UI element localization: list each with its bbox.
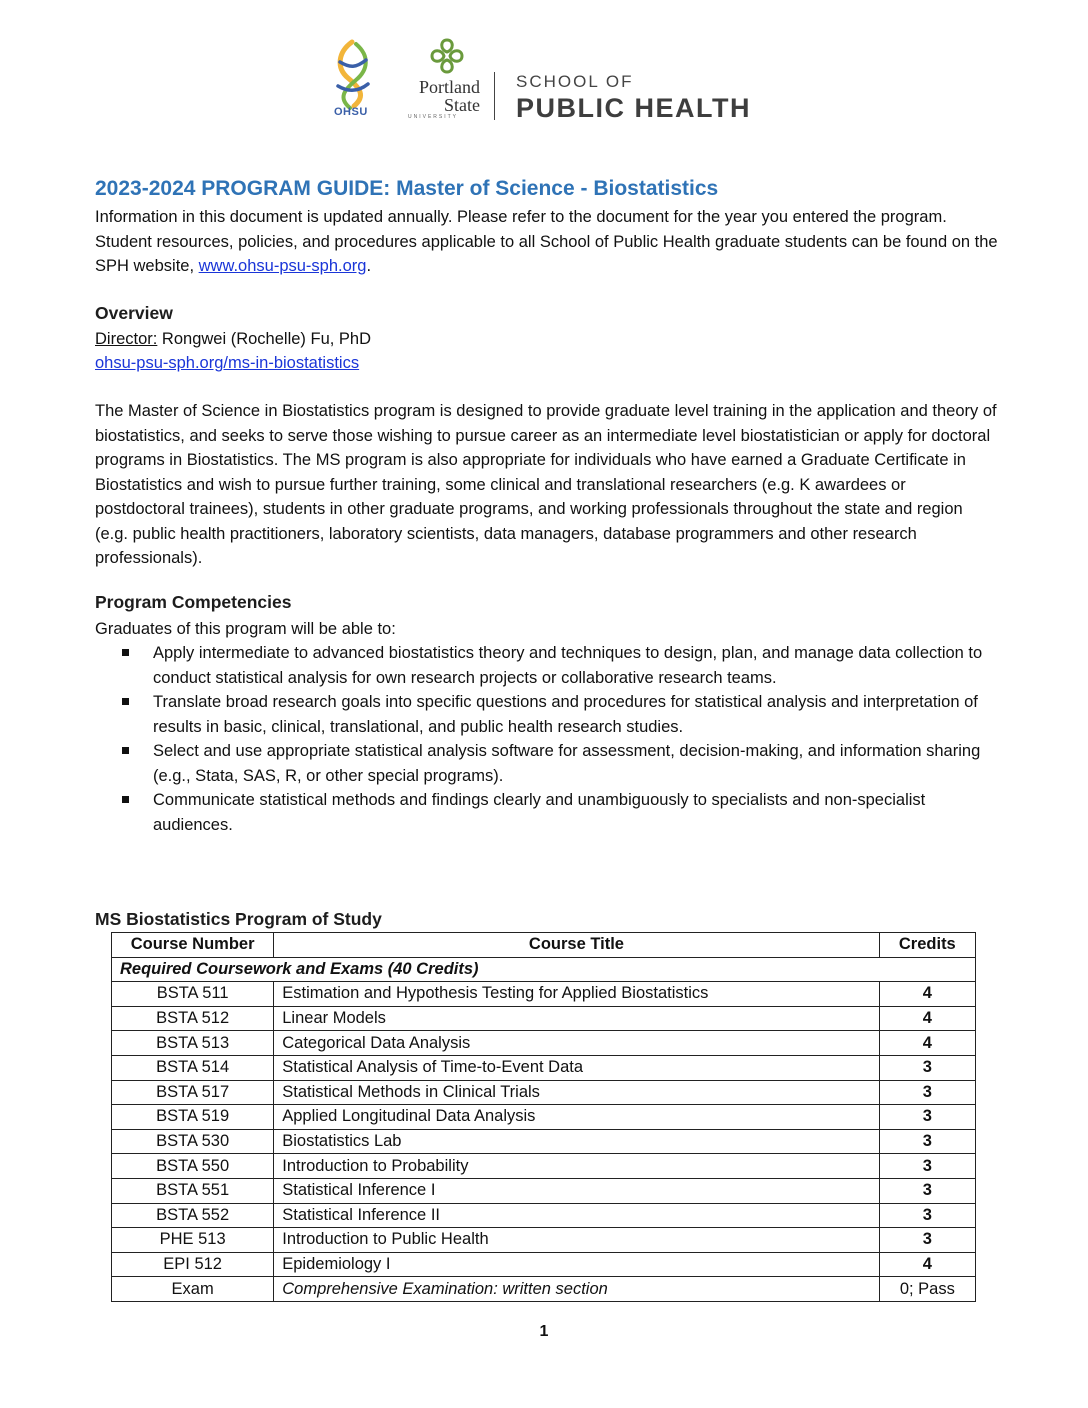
table-row <box>112 1203 976 1228</box>
course-title-cell: Statistical Inference II <box>274 1203 879 1228</box>
course-title-cell: Statistical Analysis of Time-to-Event Data <box>274 1055 879 1080</box>
course-number-cell: BSTA 530 <box>112 1129 274 1154</box>
credits-cell: 3 <box>879 1203 975 1228</box>
course-number-cell: BSTA 552 <box>112 1203 274 1228</box>
course-title-cell: Estimation and Hypothesis Testing for Applied Biostatistics <box>274 982 879 1007</box>
list-item: Apply intermediate to advanced biostatistics theory and techniques to design, plan, and manage data collection to conduct statistical analysis for own research projects or collaborative research teams. <box>95 641 1000 690</box>
table-row <box>112 1080 976 1105</box>
column-header-credits: Credits <box>879 933 975 958</box>
course-number-cell: BSTA 551 <box>112 1178 274 1203</box>
list-item: Translate broad research goals into specific questions and procedures for statistical analysis and interpretation of results in basic, clinical, translational, and public health research studies. <box>95 690 1000 739</box>
credits-cell: 4 <box>879 1252 975 1277</box>
credits-cell: 4 <box>879 982 975 1007</box>
credits-cell: 4 <box>879 1006 975 1031</box>
credits-cell: 3 <box>879 1055 975 1080</box>
table-row <box>112 1055 976 1080</box>
course-title-cell: Applied Longitudinal Data Analysis <box>274 1105 879 1130</box>
page-number: 1 <box>539 1323 549 1340</box>
table-row <box>112 1178 976 1203</box>
logo-divider <box>494 72 495 120</box>
credits-cell: 0; Pass <box>879 1277 975 1302</box>
credits-cell: 3 <box>879 1228 975 1253</box>
course-title-cell: Introduction to Probability <box>274 1154 879 1179</box>
course-title-cell: Comprehensive Examination: written section <box>274 1277 879 1302</box>
header-logo-bar <box>326 38 766 124</box>
table-row <box>112 1031 976 1056</box>
course-number-cell: BSTA 517 <box>112 1080 274 1105</box>
program-of-study-heading: MS Biostatistics Program of Study <box>95 909 382 929</box>
bullet-icon <box>122 698 129 705</box>
table-row <box>112 1129 976 1154</box>
course-title-cell: Biostatistics Lab <box>274 1129 879 1154</box>
competencies-lead: Graduates of this program will be able to: <box>95 620 396 638</box>
psu-logo-name: Portland State <box>419 77 480 115</box>
director-line <box>95 327 1000 352</box>
document-title: 2023-2024 PROGRAM GUIDE: Master of Science - Biostatistics <box>95 177 719 200</box>
column-header-course-number: Course Number <box>112 933 274 958</box>
bullet-icon <box>122 796 129 803</box>
table-header-row <box>112 933 976 958</box>
course-number-cell: BSTA 519 <box>112 1105 274 1130</box>
competencies-list <box>95 641 1000 837</box>
director-name: Rongwei (Rochelle) Fu, PhD <box>157 330 372 348</box>
section-row <box>112 957 976 982</box>
table-row <box>112 1006 976 1031</box>
program-description: The Master of Science in Biostatistics program is designed to provide graduate level training in the application and theory of biostatistics, and seeks to serve those wishing to pursue career as an intermediate level biostatistician or apply for doctoral programs in Biostatistics. The MS program is also appropriate for individuals who have earned a Graduate Certificate in Biostatistics and wish to pursue further training, some clinical and translational researchers (e.g. K awardees or postdoctoral trainees), students in other graduate programs, and working professionals throughout the state and region (e.g. public health practitioners, laboratory scientists, data managers, database programmers and other research professionals). <box>95 402 997 567</box>
competencies-heading: Program Competencies <box>95 592 292 612</box>
psu-logo-university: UNIVERSITY <box>408 114 459 120</box>
table-row <box>112 1105 976 1130</box>
psu-logo-icon <box>430 38 464 74</box>
course-title-cell: Categorical Data Analysis <box>274 1031 879 1056</box>
section-label: Required Coursework and Exams (40 Credits) <box>112 957 976 982</box>
course-title-cell: Epidemiology I <box>274 1252 879 1277</box>
course-number-cell: EPI 512 <box>112 1252 274 1277</box>
program-page-link[interactable]: ohsu-psu-sph.org/ms-in-biostatistics <box>95 354 360 372</box>
course-title-cell: Introduction to Public Health <box>274 1228 879 1253</box>
credits-cell: 3 <box>879 1154 975 1179</box>
table-row <box>112 1228 976 1253</box>
program-of-study-table <box>111 932 976 1302</box>
intro-paragraph: Information in this document is updated annually. Please refer to the document for the year you entered the program. Student resources, policies, and procedures applicable to all School of Public Health graduate students can be found on the SPH website, www.ohsu-psu-sph.org. <box>95 208 998 275</box>
overview-heading: Overview <box>95 303 173 323</box>
bullet-icon <box>122 649 129 656</box>
sph-logo-line2: PUBLIC HEALTH <box>516 93 751 123</box>
director-label: Director: <box>95 330 158 348</box>
table-row <box>112 1252 976 1277</box>
course-number-cell: BSTA 550 <box>112 1154 274 1179</box>
course-number-cell: BSTA 511 <box>112 982 274 1007</box>
table-row <box>112 982 976 1007</box>
sph-website-link[interactable]: www.ohsu-psu-sph.org <box>198 257 367 275</box>
course-number-cell: BSTA 512 <box>112 1006 274 1031</box>
credits-cell: 4 <box>879 1031 975 1056</box>
credits-cell: 3 <box>879 1129 975 1154</box>
course-number-cell: PHE 513 <box>112 1228 274 1253</box>
exam-row <box>112 1277 976 1302</box>
table-row <box>112 1154 976 1179</box>
course-number-cell: BSTA 513 <box>112 1031 274 1056</box>
credits-cell: 3 <box>879 1105 975 1130</box>
credits-cell: 3 <box>879 1080 975 1105</box>
sph-logo-line1: SCHOOL OF <box>516 72 634 91</box>
ohsu-logo-text: OHSU <box>334 106 368 118</box>
course-title-cell: Statistical Methods in Clinical Trials <box>274 1080 879 1105</box>
course-title-cell: Linear Models <box>274 1006 879 1031</box>
column-header-course-title: Course Title <box>274 933 879 958</box>
course-number-cell: Exam <box>112 1277 274 1302</box>
program-link-line <box>95 351 1000 376</box>
credits-cell: 3 <box>879 1178 975 1203</box>
list-item: Communicate statistical methods and findings clearly and unambiguously to specialists and non-specialist audiences. <box>95 788 1000 837</box>
course-title-cell: Statistical Inference I <box>274 1178 879 1203</box>
list-item: Select and use appropriate statistical analysis software for assessment, decision-making, and information sharing (e.g., Stata, SAS, R, or other special programs). <box>95 739 1000 788</box>
bullet-icon <box>122 747 129 754</box>
course-number-cell: BSTA 514 <box>112 1055 274 1080</box>
